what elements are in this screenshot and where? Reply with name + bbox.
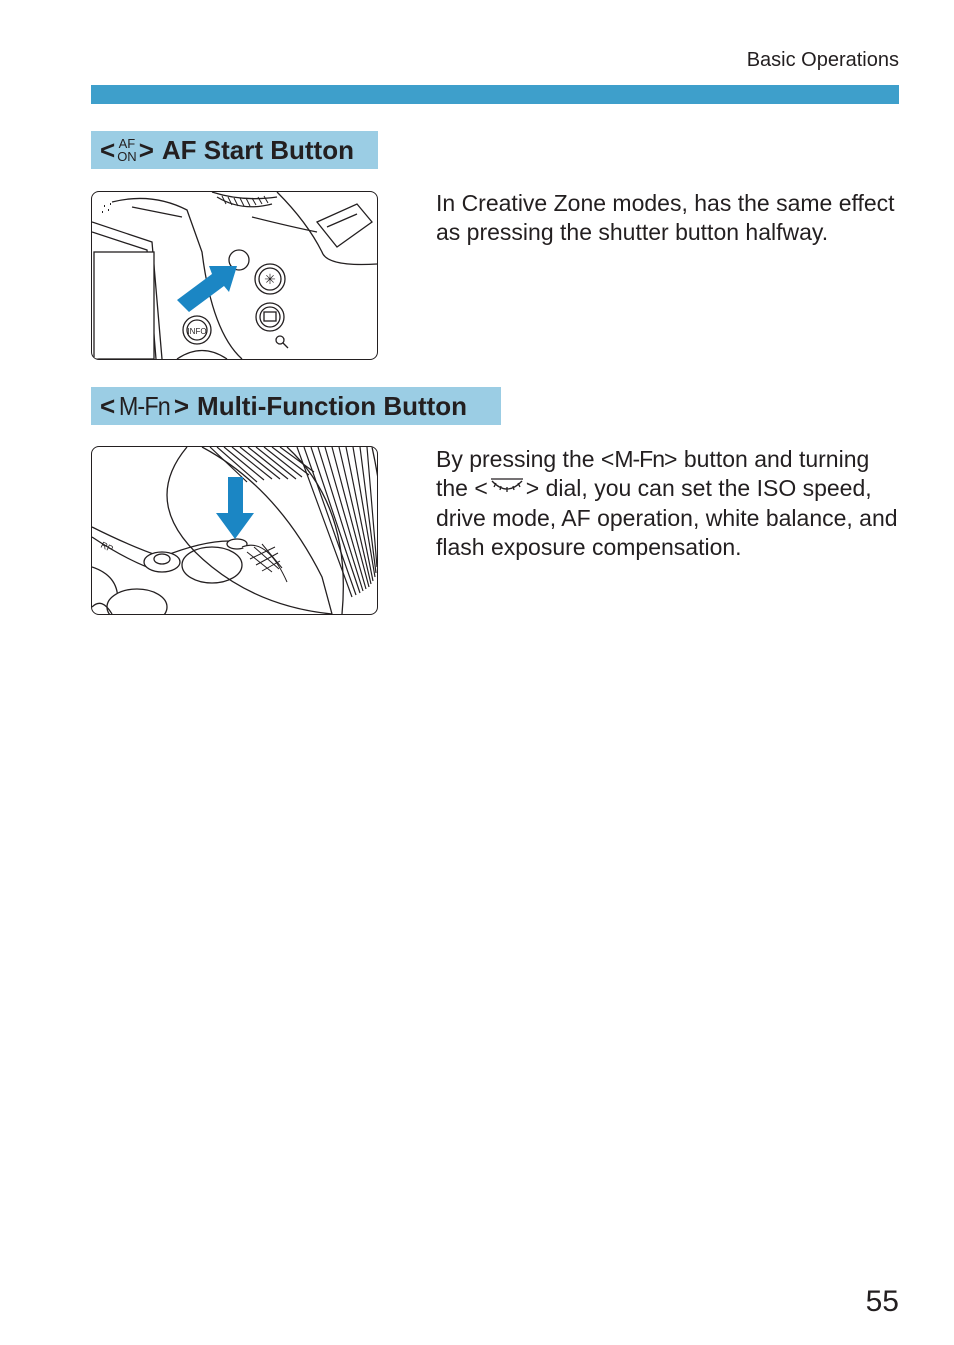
section-heading-multi-function xyxy=(91,387,501,425)
camera-back-af-on-button-illustration xyxy=(91,191,378,360)
svg-text:RP: RP xyxy=(99,539,115,555)
section-body-multi-function xyxy=(436,445,906,562)
mfn-button-icon: M-Fn xyxy=(119,390,171,421)
section-heading-af-start xyxy=(91,131,378,169)
body-text-part: > button and turning the < xyxy=(436,446,870,501)
body-text-part: > dial, you can set the ISO speed, drive mode, AF operation, white balance, and flash exposure compensation. xyxy=(436,475,898,561)
svg-text:✳: ✳ xyxy=(264,272,276,288)
bracket-close: > xyxy=(173,390,190,421)
section-title: Multi-Function Button xyxy=(197,390,468,421)
bracket-open: < xyxy=(100,390,116,421)
header-rule xyxy=(91,85,899,104)
body-text-part: By pressing the < xyxy=(436,446,615,472)
bracket-close: > xyxy=(138,134,154,165)
af-on-icon-bottom: ON xyxy=(117,149,137,164)
camera-top-mfn-button-illustration xyxy=(91,446,378,615)
af-on-button-icon xyxy=(117,137,137,163)
page-number: 55 xyxy=(865,1285,899,1318)
af-on-icon-top: AF xyxy=(118,136,136,151)
bracket-open: < xyxy=(100,134,116,165)
mfn-button-icon: M-Fn xyxy=(614,446,665,472)
section-title: AF Start Button xyxy=(161,134,354,165)
section-body-af-start: In Creative Zone modes, has the same effect as pressing the shutter button halfway. xyxy=(436,190,895,245)
running-head: Basic Operations xyxy=(746,49,899,71)
main-dial-icon xyxy=(488,475,526,504)
svg-text:INFO: INFO xyxy=(187,327,207,336)
